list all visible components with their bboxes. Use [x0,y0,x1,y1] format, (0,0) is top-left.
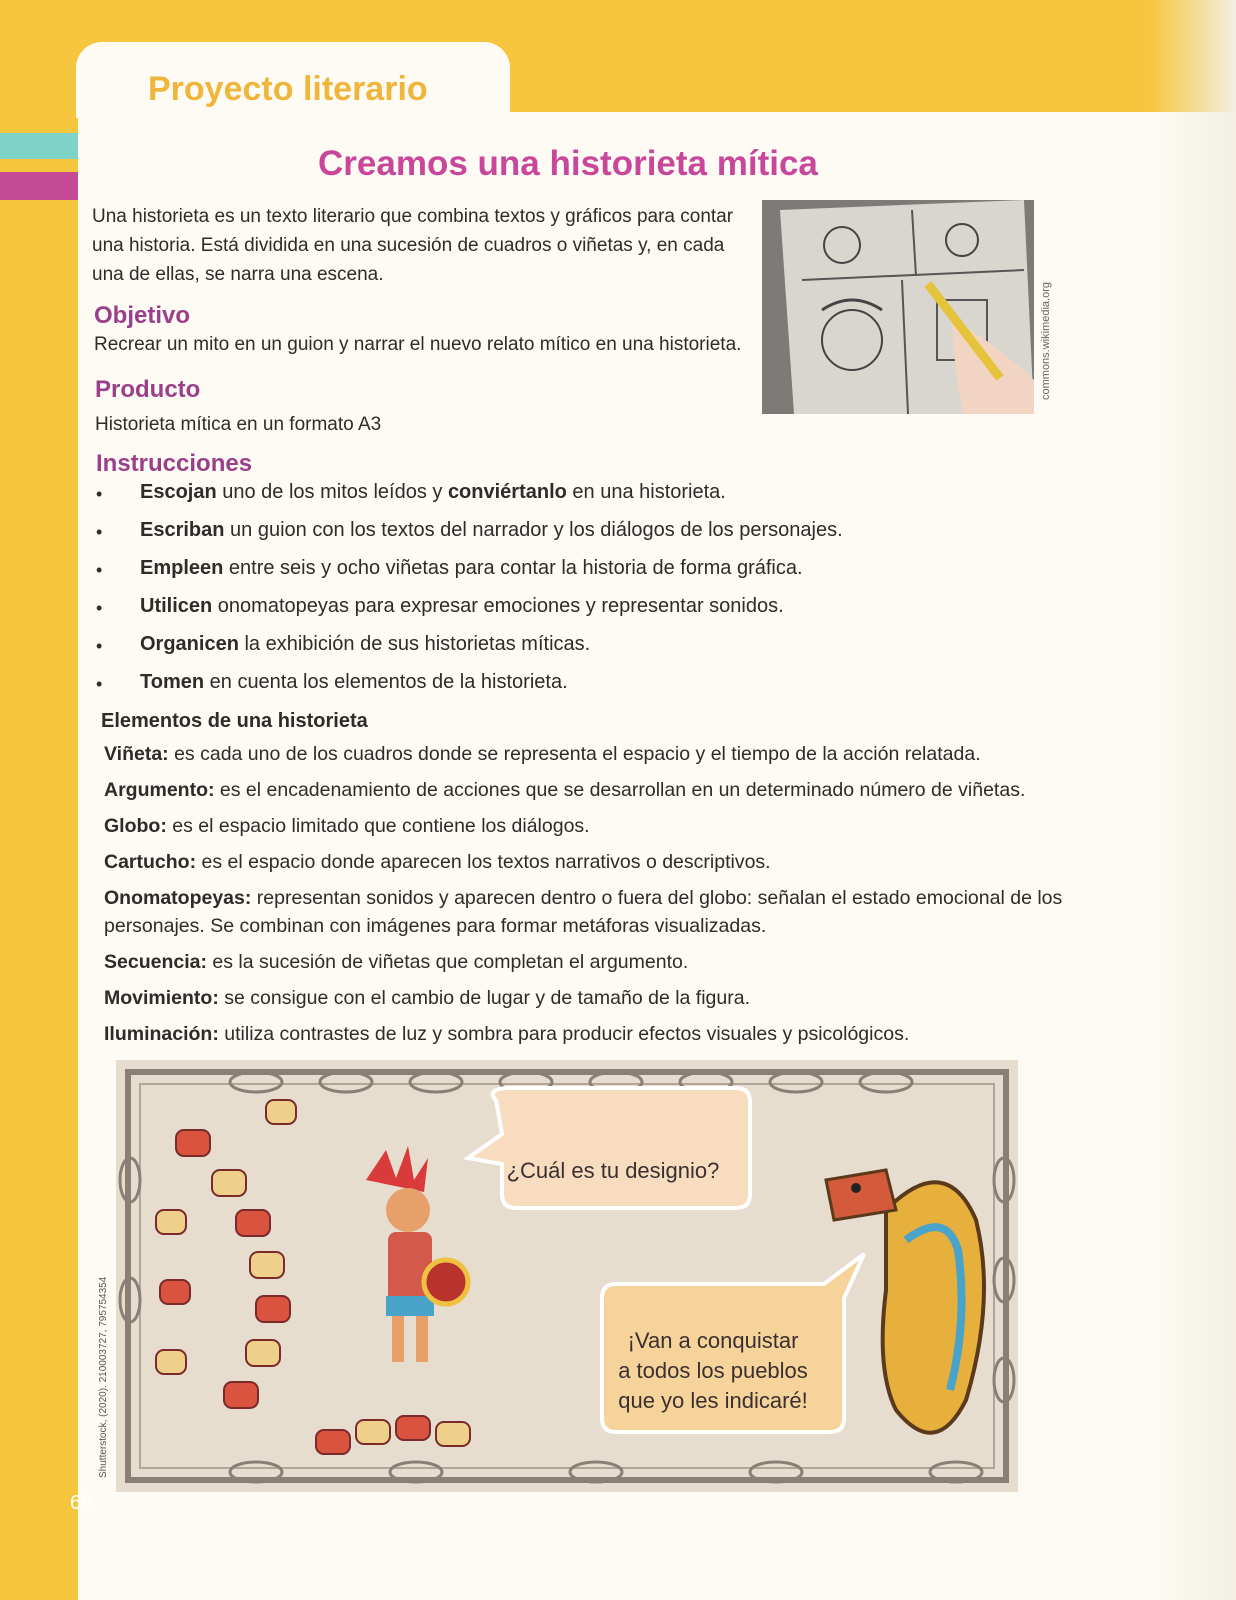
list-item: • Utilicen onomatopeyas para expresar emociones y representar sonidos. [96,592,843,630]
intro-line: una de ellas, se narra una escena. [92,264,384,285]
list-item: • Escriban un guion con los textos del narrador y los diálogos de los personajes. [96,516,843,554]
page-number: 68 [70,1492,93,1514]
list-item: • Escojan uno de los mitos leídos y conviértanlo en una historieta. [96,478,843,516]
intro-line: Una historieta es un texto literario que combina textos y gráficos para contar [92,206,734,227]
list-item: • Empleen entre seis y ocho viñetas para contar la historia de forma gráfica. [96,554,843,592]
list-item: • Organicen la exhibición de sus historietas míticas. [96,630,843,668]
list-item: Argumento: es el encadenamiento de acciones que se desarrollan en un determinado número de viñetas. [104,779,1026,801]
objetivo-text: Recrear un mito en un guion y narrar el nuevo relato mítico en una historieta. [94,334,742,355]
speech-bubble-warrior: ¿Cuál es tu designio? [506,1158,720,1183]
list-item: Viñeta: es cada uno de los cuadros donde se representa el espacio y el tiempo de la acción relatada. [104,743,981,765]
list-item: • Tomen en cuenta los elementos de la historieta. [96,668,843,706]
list-item: Movimiento: se consigue con el cambio de lugar y de tamaño de la figura. [104,987,750,1009]
list-item: Iluminación: utiliza contrastes de luz y sombra para producir efectos visuales y psicológicos. [104,1023,910,1045]
objetivo-heading: Objetivo [94,302,191,329]
producto-text: Historieta mítica en un formato A3 [95,414,382,435]
comic-drawing-photo [762,200,1034,414]
aztec-comic-art [116,1060,1018,1492]
page-title: Creamos una historieta mítica [318,144,818,183]
page-edge-shadow [1150,0,1236,1600]
photo-credit: commons.wikimedia.org [1040,282,1052,400]
elements-list [104,740,1064,1056]
magenta-stripe [0,172,78,200]
speech-bubble-serpent: ¡Van a conquistar a todos los pueblos que yo les indicaré! [618,1328,808,1413]
list-item: Secuencia: es la sucesión de viñetas que completan el argumento. [104,951,689,973]
producto-heading: Producto [95,376,201,403]
elements-heading: Elementos de una historieta [101,710,368,732]
section-label: Proyecto literario [148,70,428,108]
list-item: Onomatopeyas: representan sonidos y aparecen dentro o fuera del globo: señalan el estado emocional de los personajes. Se combinan con imágenes para formar metáforas visualizadas. [104,887,1063,937]
comic-credit: Shutterstock, (2020). 210003727, 795754354 [98,1276,109,1478]
comic-illustration [116,1060,1018,1492]
intro-line: una historia. Está dividida en una sucesión de cuadros o viñetas y, en cada [92,235,725,256]
sketch-illustration [762,200,1034,414]
instructions-list [96,478,843,706]
intro-paragraph [92,202,752,289]
list-item: Cartucho: es el espacio donde aparecen los textos narrativos o descriptivos. [104,851,771,873]
instrucciones-heading: Instrucciones [96,450,253,477]
list-item: Globo: es el espacio limitado que contiene los diálogos. [104,815,590,837]
teal-stripe [0,133,78,159]
